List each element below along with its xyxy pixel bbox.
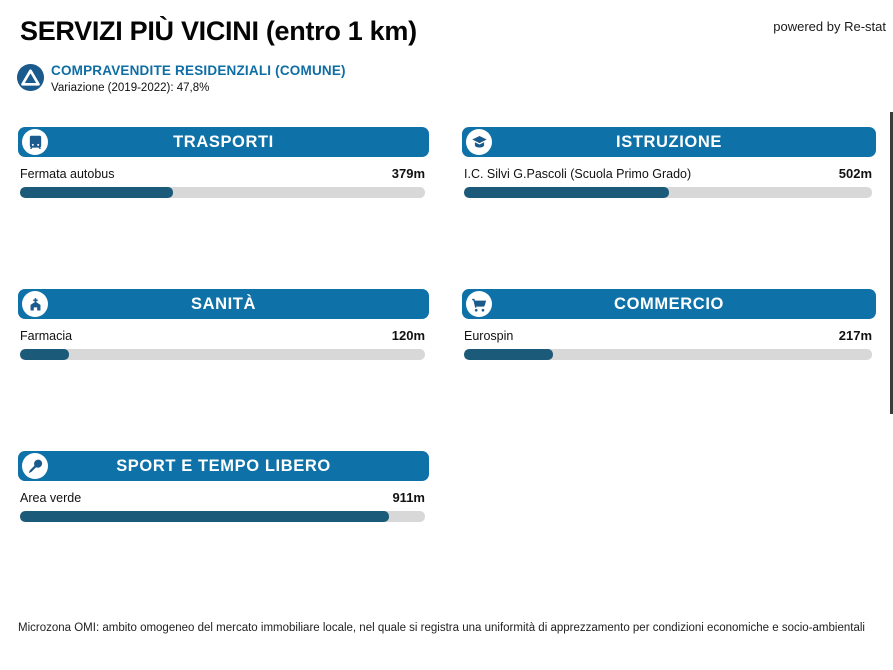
distance-bar-fill (20, 349, 69, 360)
section-header (18, 289, 429, 319)
cart-icon (466, 291, 492, 317)
distance-bar-track (464, 187, 872, 198)
page-title: SERVIZI PIÙ VICINI (entro 1 km) (20, 16, 417, 46)
microzona-footnote: Microzona OMI: ambito omogeneo del mercato immobiliare locale, nel quale si registra una uniformità di apprezzamento per condizioni economiche e socio-ambientali (18, 622, 865, 634)
section-card-commercio (462, 289, 876, 360)
section-header (462, 289, 876, 319)
section-header (462, 127, 876, 157)
distance-bar-fill (464, 349, 553, 360)
distance-bar-track (20, 511, 425, 522)
summary-subtitle: Variazione (2019-2022): 47,8% (51, 82, 210, 94)
service-row (462, 328, 876, 343)
section-card-sport (18, 451, 429, 522)
section-card-istruzione (462, 127, 876, 198)
distance-bar-track (20, 349, 425, 360)
section-title: TRASPORTI (173, 132, 274, 151)
service-row (18, 490, 429, 505)
distance-bar-track (20, 187, 425, 198)
service-distance: 911m (392, 490, 425, 505)
service-row (462, 166, 876, 181)
section-header (18, 451, 429, 481)
section-header (18, 127, 429, 157)
section-title: SANITÀ (190, 294, 257, 313)
section-title: SPORT E TEMPO LIBERO (116, 456, 331, 475)
section-title: ISTRUZIONE (616, 132, 722, 151)
distance-bar-fill (20, 187, 173, 198)
service-row (18, 328, 429, 343)
distance-bar-fill (464, 187, 669, 198)
hospital-icon (22, 291, 48, 317)
racket-icon (22, 453, 48, 479)
graduate-icon (466, 129, 492, 155)
summary-title: COMPRAVENDITE RESIDENZIALI (COMUNE) (51, 63, 346, 78)
distance-bar-fill (20, 511, 389, 522)
distance-bar-track (464, 349, 872, 360)
service-name: Area verde (20, 491, 82, 505)
powered-by-label: powered by Re-stat (773, 19, 886, 34)
service-name: I.C. Silvi G.Pascoli (Scuola Primo Grado) (464, 167, 692, 181)
compravendite-summary (16, 63, 346, 94)
service-distance: 502m (838, 166, 872, 181)
service-distance: 120m (391, 328, 425, 343)
section-card-sanita (18, 289, 429, 360)
service-name: Fermata autobus (20, 167, 115, 181)
service-distance: 379m (391, 166, 425, 181)
service-name: Eurospin (464, 329, 514, 343)
section-title: COMMERCIO (614, 294, 724, 313)
delta-triangle-icon (16, 63, 45, 92)
service-name: Farmacia (20, 329, 73, 343)
service-distance: 217m (838, 328, 872, 343)
section-card-trasporti (18, 127, 429, 198)
service-row (18, 166, 429, 181)
bus-icon (22, 129, 48, 155)
